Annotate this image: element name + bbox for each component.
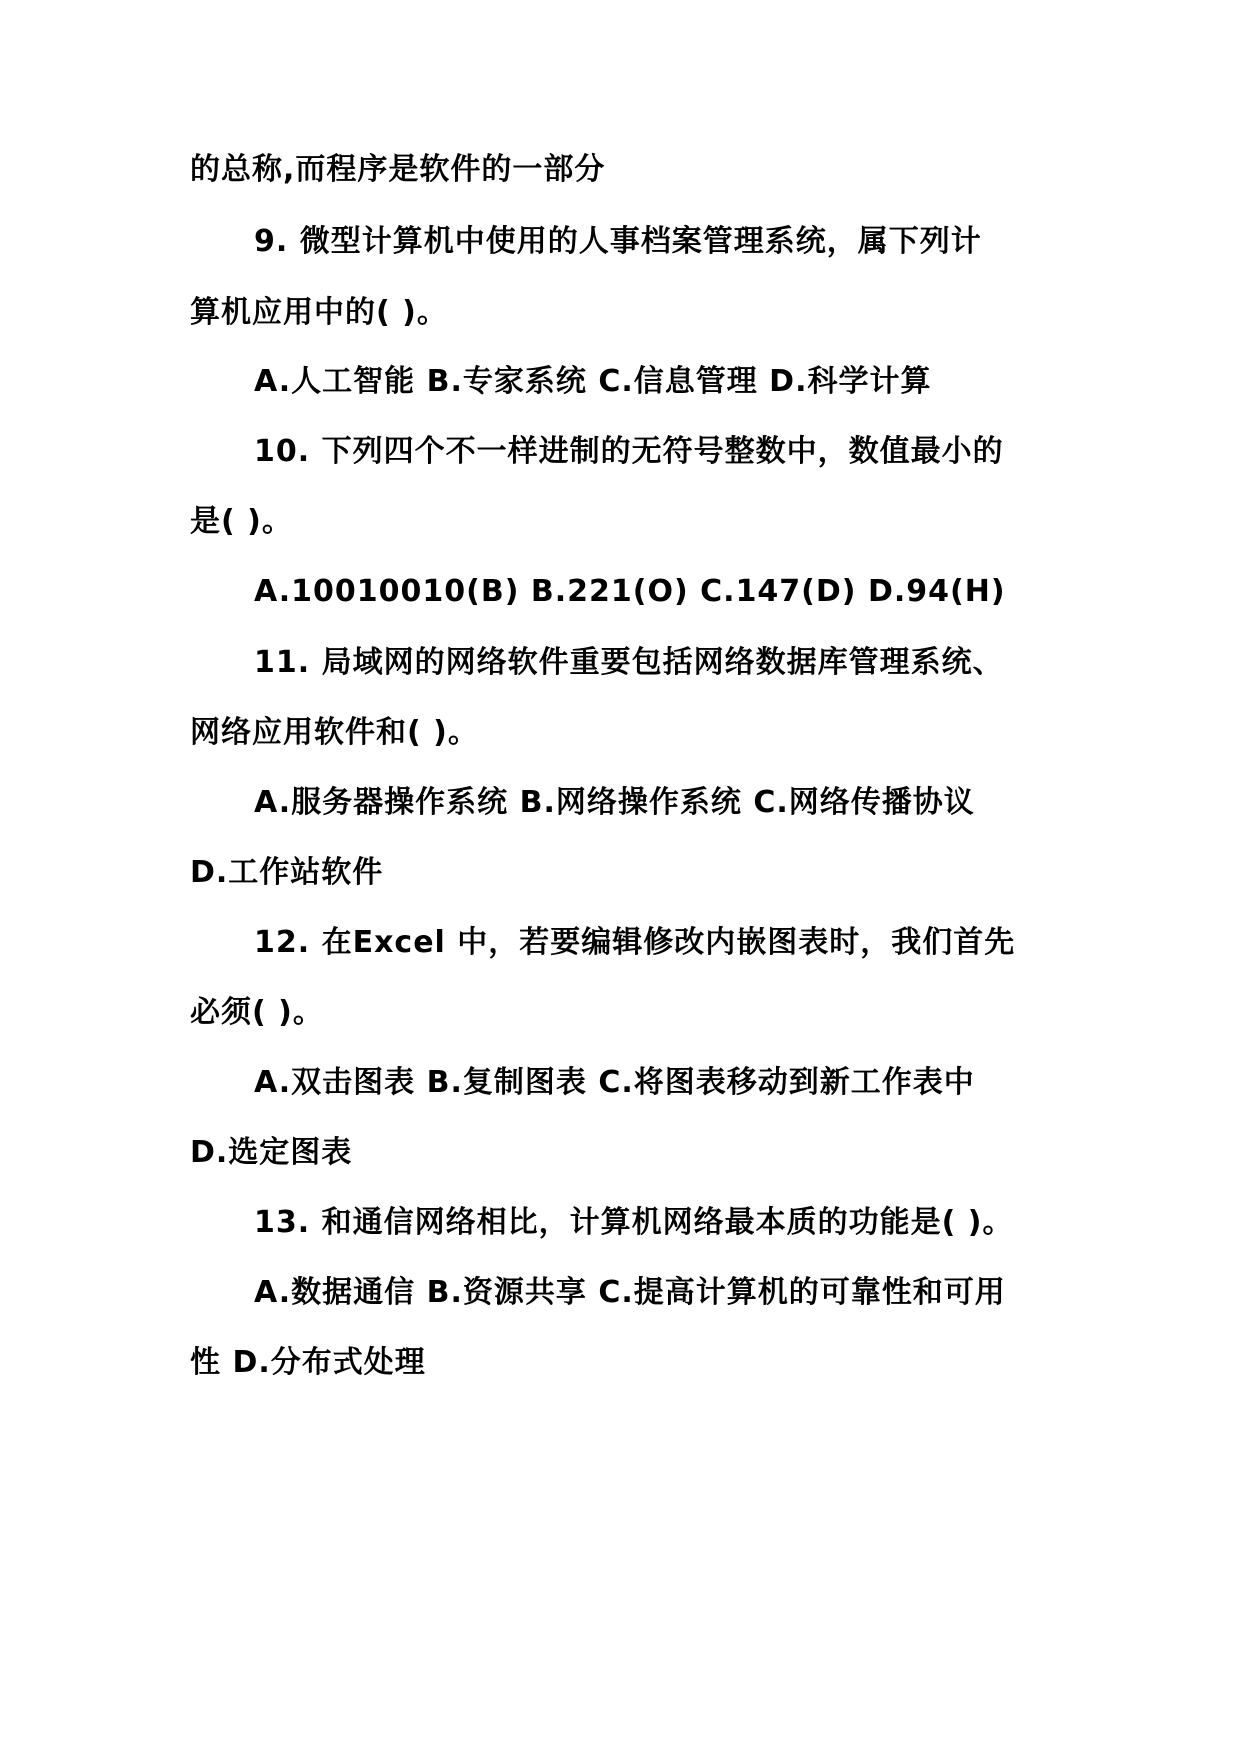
answer-options: A.服务器操作系统 B.网络操作系统 C.网络传播协议 xyxy=(254,785,975,820)
question-11: 11. 局域网的网络软件重要包括网络数据库管理系统、 xyxy=(254,645,1004,680)
text-line: D.工作站软件 xyxy=(190,855,384,890)
text-line: 的总称,而程序是软件的一部分 xyxy=(190,152,606,187)
text-line: 算机应用中的( )。 xyxy=(190,295,448,330)
text-line: 性 D.分布式处理 xyxy=(190,1345,426,1380)
question-13: 13. 和通信网络相比，计算机网络最本质的功能是( )。 xyxy=(254,1205,1014,1240)
text-line: 是( )。 xyxy=(190,504,293,539)
text-line: D.选定图表 xyxy=(190,1135,353,1170)
answer-options: A.人工智能 B.专家系统 C.信息管理 D.科学计算 xyxy=(254,364,932,399)
answer-options: A.双击图表 B.复制图表 C.将图表移动到新工作表中 xyxy=(254,1065,975,1100)
question-9: 9. 微型计算机中使用的人事档案管理系统，属下列计 xyxy=(254,224,982,259)
text-line: 网络应用软件和( )。 xyxy=(190,715,479,750)
question-12: 12. 在Excel 中，若要编辑修改内嵌图表时，我们首先 xyxy=(254,925,1016,960)
answer-options: A.10010010(B) B.221(O) C.147(D) D.94(H) xyxy=(254,574,1006,609)
answer-options: A.数据通信 B.资源共享 C.提高计算机的可靠性和可用 xyxy=(254,1275,1006,1310)
text-line: 必须( )。 xyxy=(190,995,324,1030)
question-10: 10. 下列四个不一样进制的无符号整数中，数值最小的 xyxy=(254,434,1004,469)
